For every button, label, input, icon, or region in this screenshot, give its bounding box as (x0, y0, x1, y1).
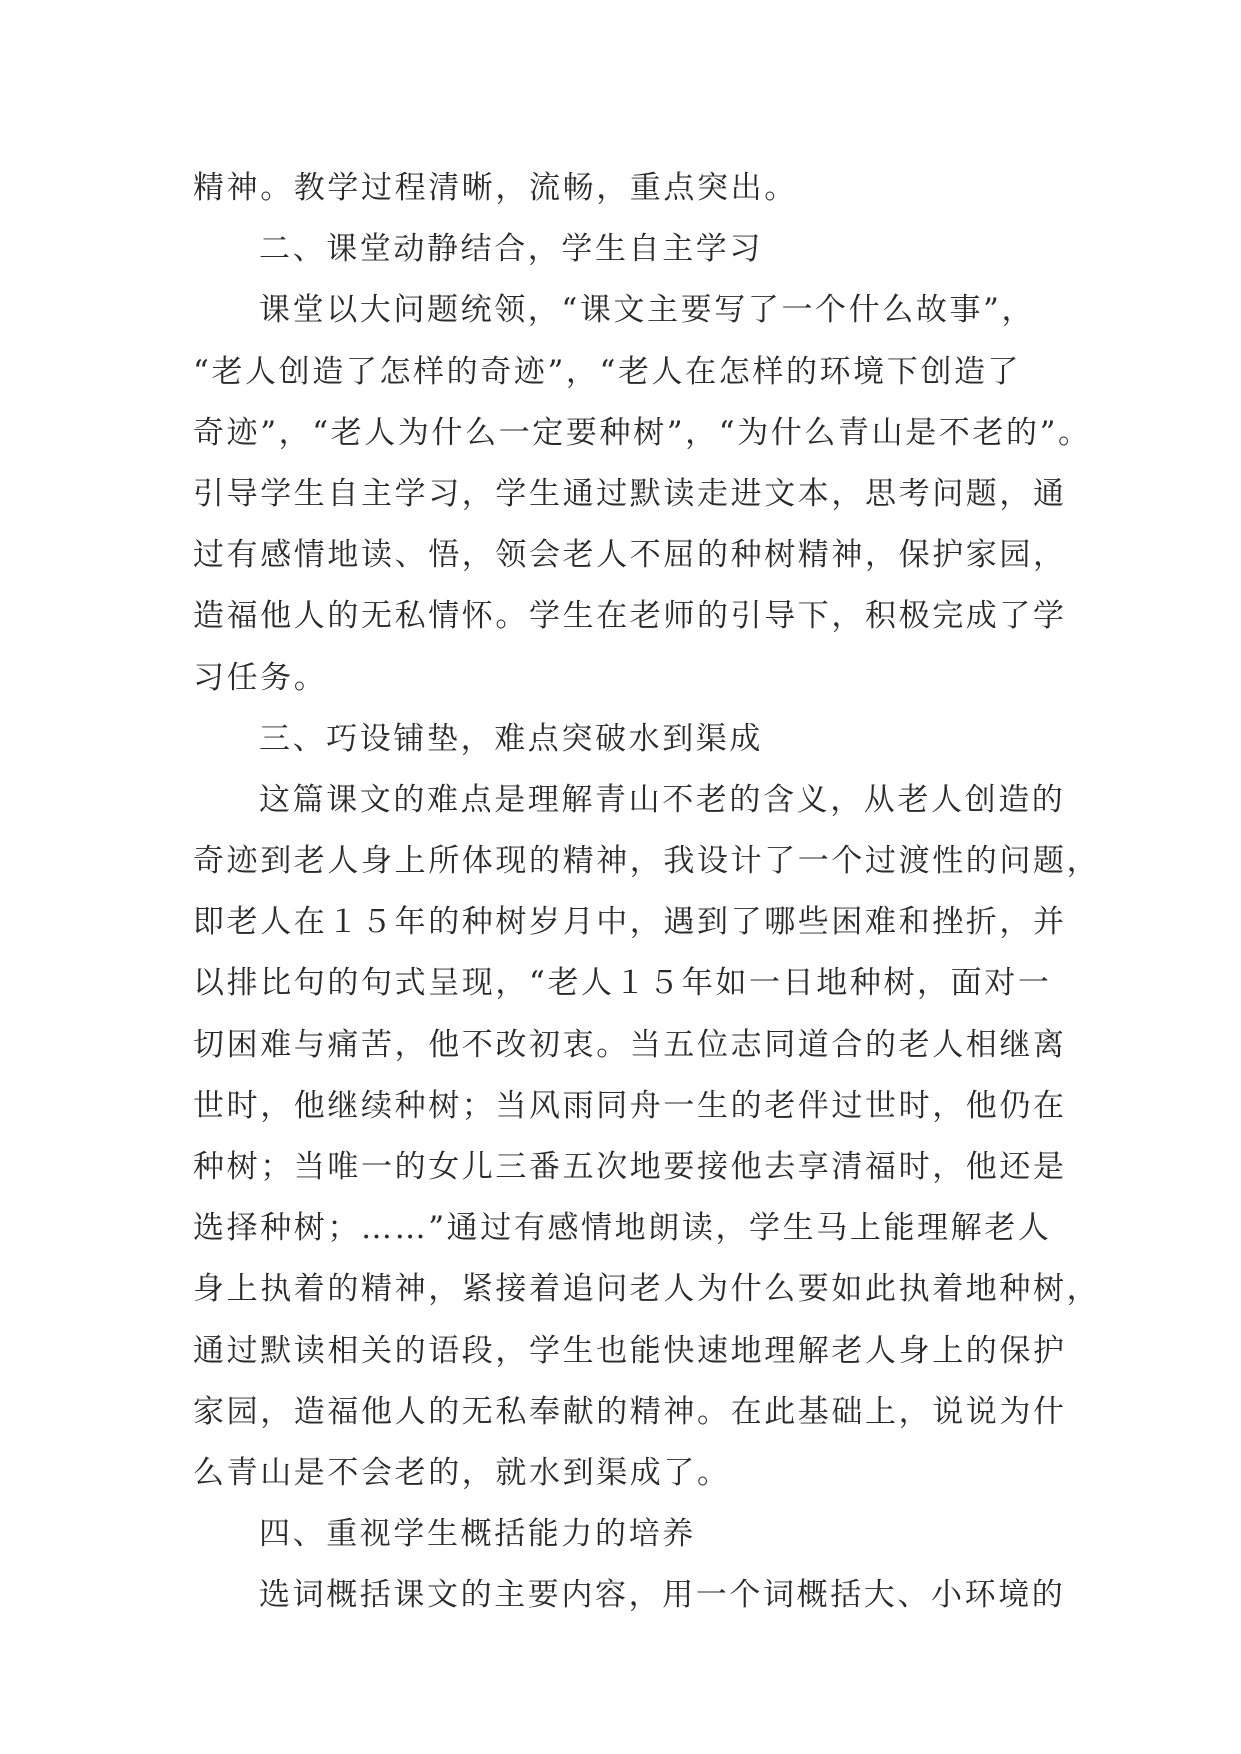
text-line: 选择种树；……”通过有感情地朗读，学生马上能理解老人 (193, 1210, 1052, 1247)
text-line: 过有感情地读、悟，领会老人不屈的种树精神，保护家园， (193, 537, 1067, 574)
text-line: 即老人在１５年的种树岁月中，遇到了哪些困难和挫折，并 (193, 904, 1067, 941)
text-line: “老人创造了怎样的奇迹”，“老人在怎样的环境下创造了 (193, 353, 1022, 390)
text-line: 奇迹”，“老人为什么一定要种树”，“为什么青山是不老的”。 (193, 414, 1092, 451)
body-text (193, 158, 1101, 1627)
section-heading-3: 三、巧设铺垫，难点突破水到渠成 (259, 720, 763, 757)
text-line: 切困难与痛苦，他不改初衷。当五位志同道合的老人相继离 (193, 1026, 1067, 1063)
text-line: 种树；当唯一的女儿三番五次地要接他去享清福时，他还是 (193, 1149, 1067, 1185)
text-line: 精神。教学过程清晰，流畅，重点突出。 (193, 170, 798, 206)
text-line: 造福他人的无私情怀。学生在老师的引导下，积极完成了学 (193, 598, 1067, 635)
text-line: 么青山是不会老的，就水到渠成了。 (193, 1454, 731, 1491)
text-line: 世时，他继续种树；当风雨同舟一生的老伴过世时，他仍在 (193, 1087, 1067, 1124)
text-line: 引导学生自主学习，学生通过默读走进文本，思考问题，通 (193, 475, 1067, 512)
text-line: 习任务。 (193, 659, 328, 696)
text-line: 奇迹到老人身上所体现的精神，我设计了一个过渡性的问题， (193, 843, 1101, 880)
text-line: 选词概括课文的主要内容，用一个词概括大、小环境的 (259, 1577, 1066, 1614)
text-line: 家园，造福他人的无私奉献的精神。在此基础上，说说为什 (193, 1393, 1067, 1430)
text-line: 以排比句的句式呈现，“老人１５年如一日地种树，面对一 (193, 965, 1052, 1002)
section-heading-2: 二、课堂动静结合，学生自主学习 (259, 231, 763, 268)
text-line: 身上执着的精神，紧接着追问老人为什么要如此执着地种树， (193, 1271, 1101, 1308)
text-line: 这篇课文的难点是理解青山不老的含义，从老人创造的 (259, 781, 1066, 818)
section-heading-4: 四、重视学生概括能力的培养 (259, 1516, 696, 1553)
text-line: 课堂以大问题统领，“课文主要写了一个什么故事”， (259, 292, 1036, 329)
text-line: 通过默读相关的语段，学生也能快速地理解老人身上的保护 (193, 1332, 1067, 1369)
